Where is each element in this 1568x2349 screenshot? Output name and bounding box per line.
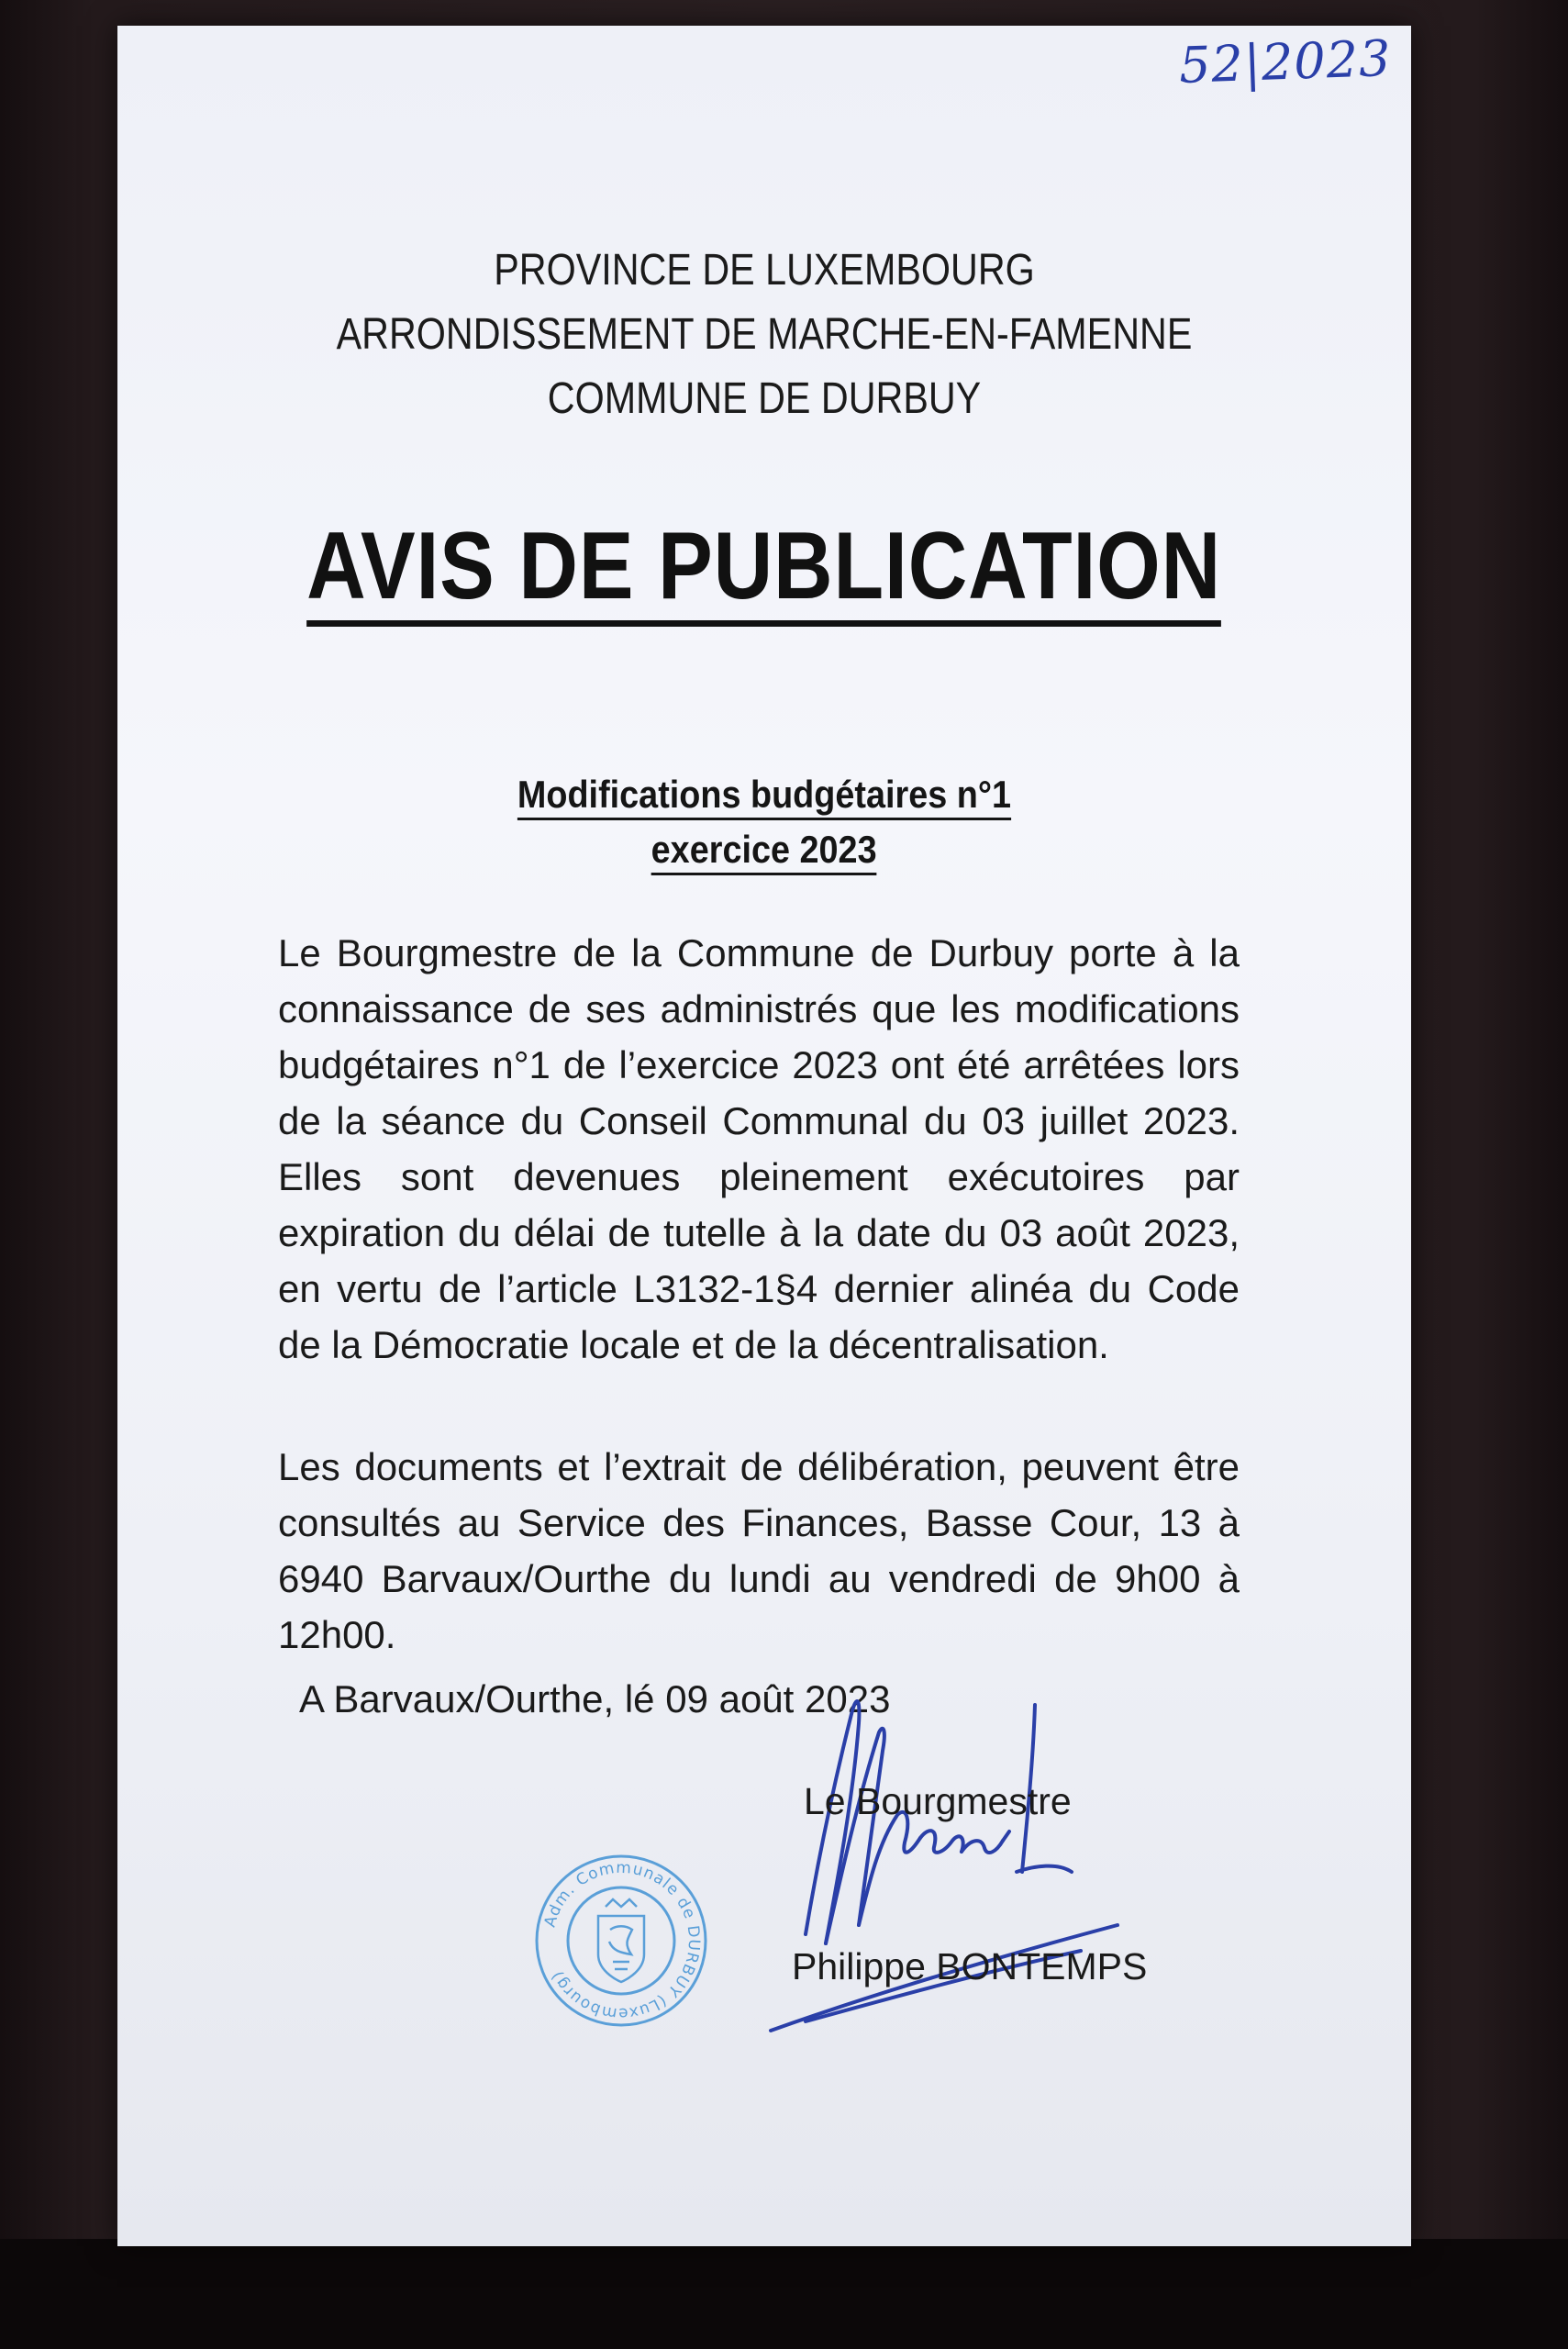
subtitle-line2: exercice 2023 [651,827,877,875]
page-title: AVIS DE PUBLICATION [307,512,1222,627]
header-arrondissement: ARRONDISSEMENT DE MARCHE-EN-FAMENNE [336,310,1193,359]
place-and-date: A Barvaux/Ourthe, lé 09 août 2023 [299,1677,891,1720]
header-block [117,239,1411,431]
dark-bottom-edge [0,2239,1568,2349]
signatory-name: Philippe BONTEMPS [792,1945,1148,1987]
notice-sheet [117,26,1411,2246]
header-commune: COMMUNE DE DURBUY [547,374,982,423]
subtitle-line1: Modifications budgétaires n°1 [517,772,1011,820]
title-block [117,512,1411,627]
paragraph-decision: Le Bourgmestre de la Commune de Durbuy porte à la connaissance de ses administrés que les modifications budgétaires n°1 de l’exercice 2023 ont été arrêtées lors de la séance du Conseil Communal du 03 juillet 2023. Elles sont devenues pleinement exécutoires par expiration du délai de tutelle à la date du 03 août 2023, en vertu de l’article L3132-1§4 dernier alinéa du Code de la Démocratie locale et de la décentralisation. [278,931,1240,1366]
svg-text:Adm. Communale de DURBUY (Luxe: Adm. Communale de DURBUY (Luxembourg) [540,1858,704,2023]
header-province: PROVINCE DE LUXEMBOURG [494,246,1035,295]
subtitle-block [117,767,1411,877]
paragraph-consultation: Les documents et l’extrait de délibération, peuvent être consultés au Service des Finances, Basse Cour, 13 à 6940 Barvaux/Ourthe du lundi au vendredi de 9h00 à 12h00. [278,1445,1240,1656]
handwritten-registry-number: 52|2023 [1177,28,1393,95]
signatory-role: Le Bourgmestre [804,1780,1072,1822]
official-stamp-icon [532,1852,710,2030]
